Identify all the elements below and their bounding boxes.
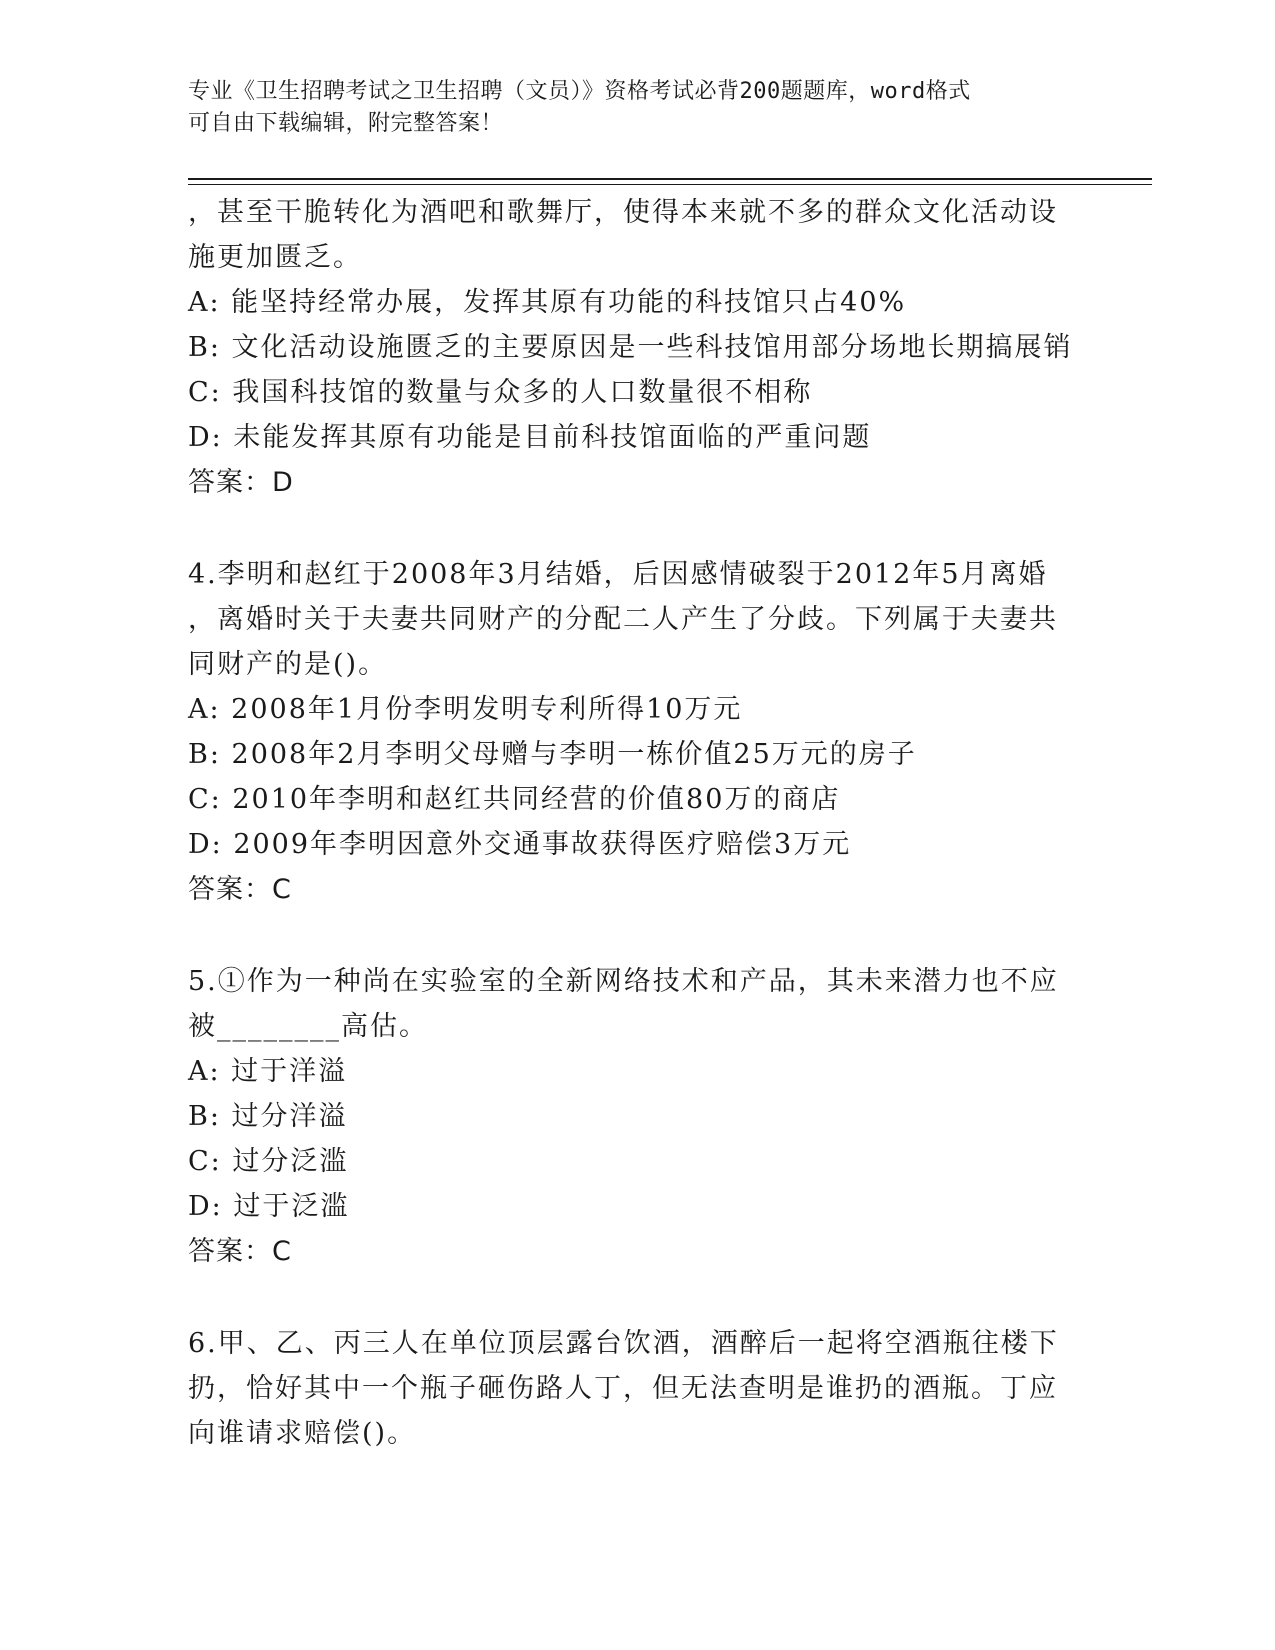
- question-stem-line: 同财产的是()。: [188, 649, 388, 680]
- header-rule-thick: [188, 178, 1152, 180]
- option-a: A: 能坚持经常办展，发挥其原有功能的科技馆只占40%: [188, 287, 907, 318]
- question-5: [188, 959, 1088, 1274]
- option-d: D: 2009年李明因意外交通事故获得医疗赔偿3万元: [188, 829, 852, 860]
- option-b: B: 2008年2月李明父母赠与李明一栋价值25万元的房子: [188, 739, 917, 770]
- question-content: [188, 190, 1088, 1456]
- question-stem-line: 被________高估。: [188, 1011, 428, 1042]
- header-title-line-2: 可自由下载编辑，附完整答案！: [188, 111, 504, 136]
- option-a: A: 过于洋溢: [188, 1056, 348, 1087]
- question-stem-line: 4.李明和赵红于2008年3月结婚，后因感情破裂于2012年5月离婚: [188, 559, 1048, 590]
- option-d: D: 未能发挥其原有功能是目前科技馆面临的严重问题: [188, 422, 872, 453]
- answer-line: 答案：D: [188, 467, 294, 498]
- question-stem-line: 扔，恰好其中一个瓶子砸伤路人丁，但无法查明是谁扔的酒瓶。丁应: [188, 1373, 1058, 1404]
- question-stem-line: ，离婚时关于夫妻共同财产的分配二人产生了分歧。下列属于夫妻共: [188, 604, 1058, 635]
- spacer: [188, 1274, 1088, 1321]
- question-stem-line: 向谁请求赔偿()。: [188, 1418, 417, 1449]
- option-d: D: 过于泛滥: [188, 1191, 350, 1222]
- question-3-continued: [188, 190, 1088, 505]
- option-a: A: 2008年1月份李明发明专利所得10万元: [188, 694, 743, 725]
- question-stem-line: ，甚至干脆转化为酒吧和歌舞厅，使得本来就不多的群众文化活动设: [188, 197, 1058, 228]
- header-title-line-1: 专业《卫生招聘考试之卫生招聘（文员）》资格考试必背200题题库，word格式: [188, 79, 971, 104]
- option-b: B: 文化活动设施匮乏的主要原因是一些科技馆用部分场地长期搞展销: [188, 332, 1073, 363]
- spacer: [188, 912, 1088, 959]
- option-c: C: 过分泛滥: [188, 1146, 349, 1177]
- question-4: [188, 552, 1088, 912]
- option-b: B: 过分洋溢: [188, 1101, 348, 1132]
- question-6: [188, 1321, 1088, 1456]
- header-rule-thin: [188, 184, 1152, 185]
- question-stem-line: 6.甲、乙、丙三人在单位顶层露台饮酒，酒醉后一起将空酒瓶往楼下: [188, 1328, 1059, 1359]
- document-header: [188, 76, 1088, 140]
- option-c: C: 我国科技馆的数量与众多的人口数量很不相称: [188, 377, 813, 408]
- spacer: [188, 505, 1088, 552]
- answer-line: 答案：C: [188, 874, 292, 905]
- answer-line: 答案：C: [188, 1236, 292, 1267]
- question-stem-line: 施更加匮乏。: [188, 242, 362, 273]
- option-c: C: 2010年李明和赵红共同经营的价值80万的商店: [188, 784, 841, 815]
- question-stem-line: 5.①作为一种尚在实验室的全新网络技术和产品，其未来潜力也不应: [188, 966, 1059, 997]
